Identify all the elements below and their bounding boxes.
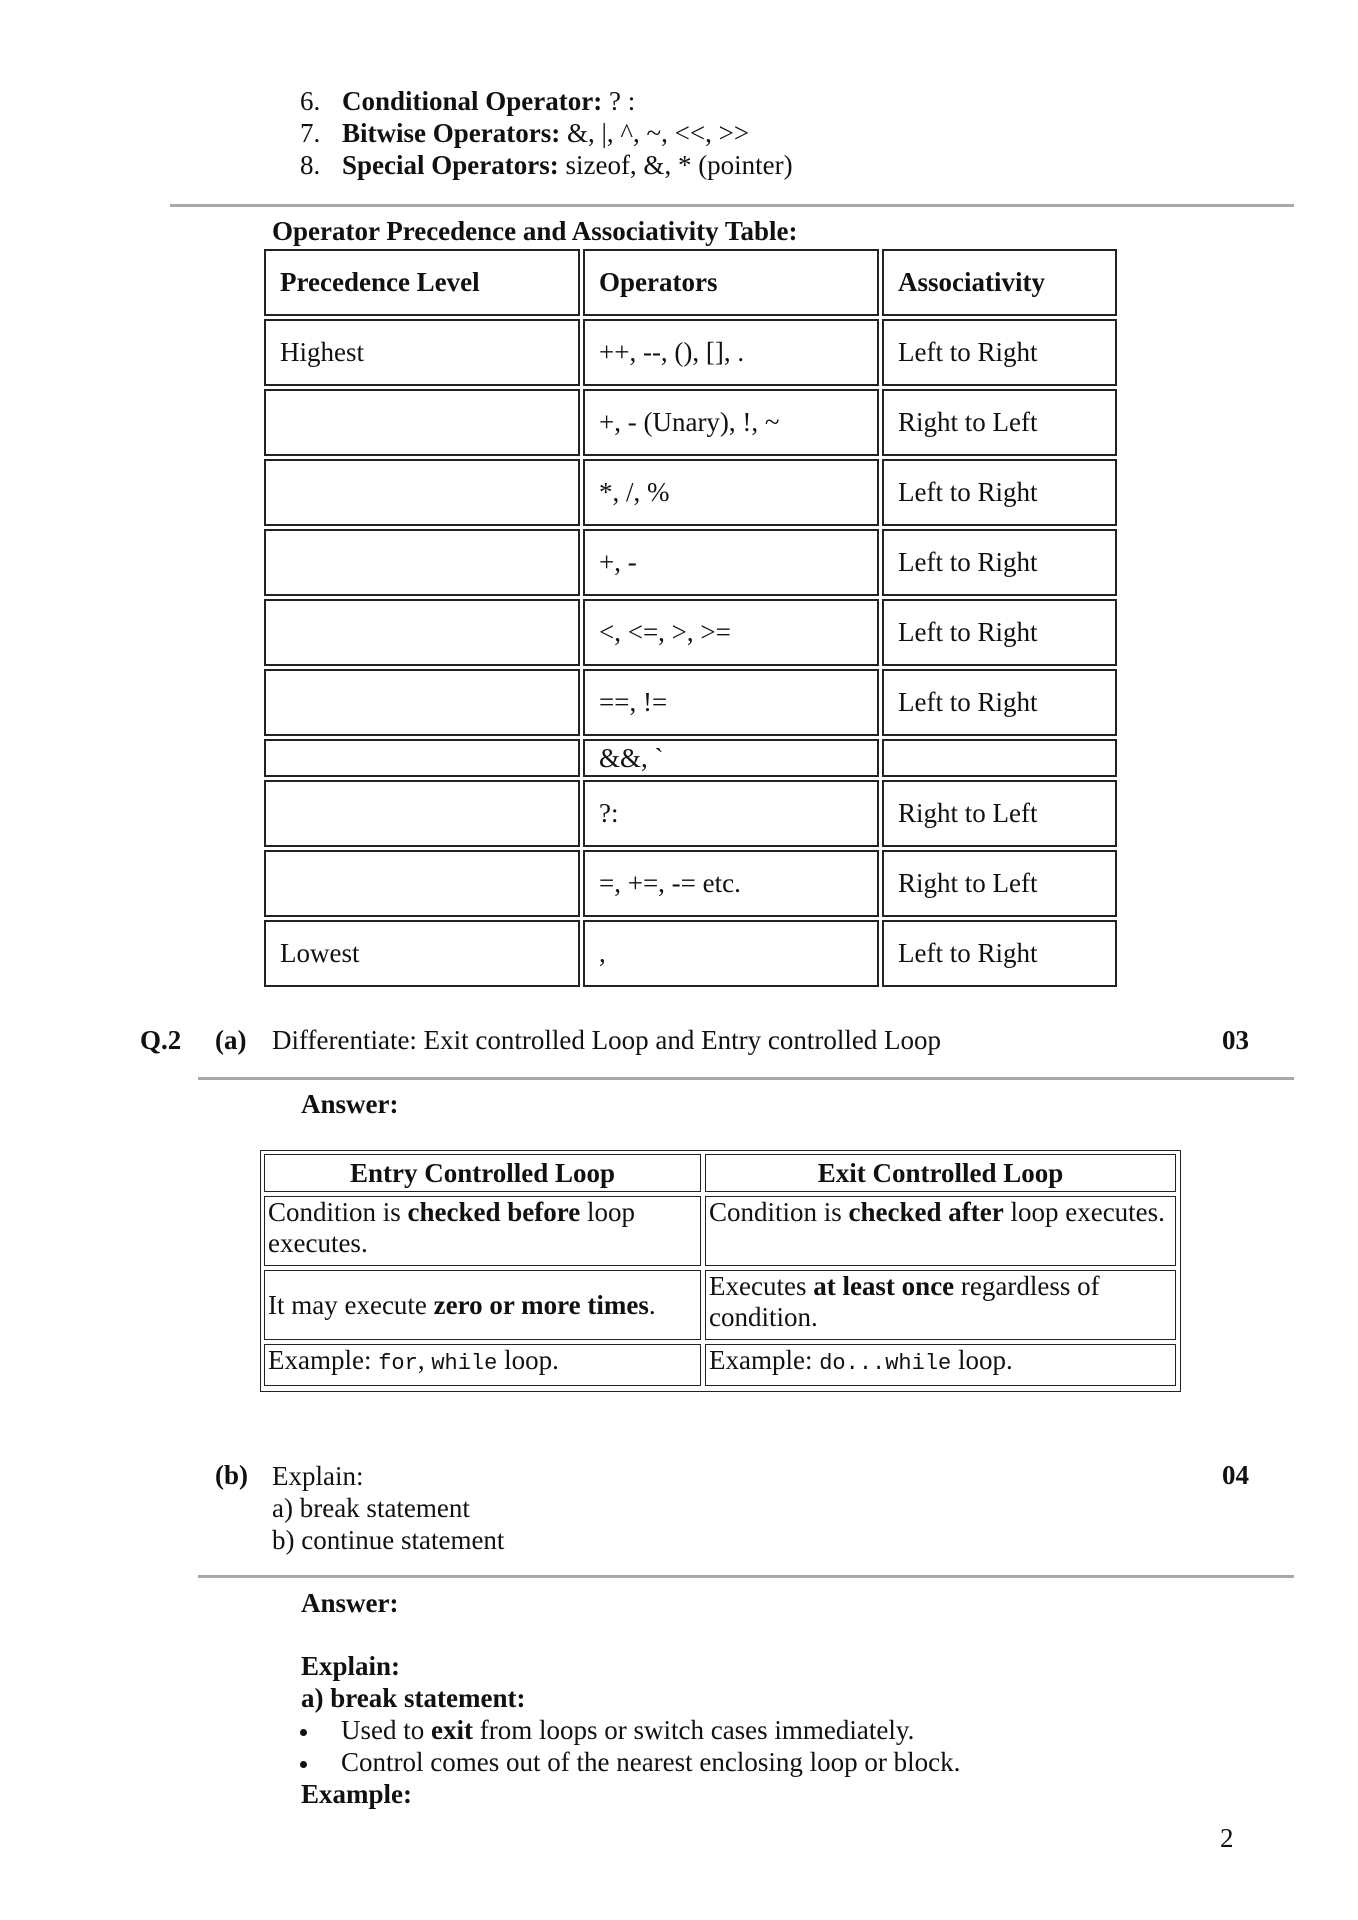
question-text: Differentiate: Exit controlled Loop and Entry controlled Loop [272,1025,942,1055]
table-cell [264,459,580,526]
table-header-cell: Entry Controlled Loop [264,1154,701,1192]
table-cell: ?: [583,780,879,847]
table-cell: +, - (Unary), !, ~ [583,389,879,456]
table-cell: Highest [264,319,580,386]
answer-label: Answer: [301,1588,399,1618]
section-divider [198,1077,1294,1080]
bullet-icon [300,1729,307,1736]
table-cell: Right to Left [882,850,1117,917]
table-cell: ==, != [583,669,879,736]
table-cell: Left to Right [882,920,1117,987]
table-cell: Condition is checked after loop executes. [705,1196,1176,1266]
section-heading: a) break statement: [301,1683,526,1713]
table-cell: Right to Left [882,780,1117,847]
table-cell: *, /, % [583,459,879,526]
marks: 04 [1222,1460,1249,1490]
table-cell: =, +=, -= etc. [583,850,879,917]
table-cell: &&, ` [583,739,879,777]
section-divider [170,204,1294,207]
table-cell: Example: do...while loop. [705,1344,1176,1386]
table-cell: Right to Left [882,389,1117,456]
table-cell [264,850,580,917]
table-cell: Lowest [264,920,580,987]
table-cell: Left to Right [882,529,1117,596]
subquestion-label: (a) [215,1025,247,1055]
table-header-cell: Exit Controlled Loop [705,1154,1176,1192]
table-cell: ++, --, (), [], . [583,319,879,386]
table-cell [264,389,580,456]
question-number: Q.2 [140,1025,182,1055]
table-cell: <, <=, >, >= [583,599,879,666]
table-cell: +, - [583,529,879,596]
comparison-table [260,1150,1181,1392]
answer-label: Answer: [301,1089,399,1119]
table-cell: Example: for, while loop. [264,1344,701,1386]
example-label: Example: [301,1779,412,1809]
subquestion-label: (b) [215,1460,248,1490]
table-header-cell: Precedence Level [264,249,580,316]
table-title: Operator Precedence and Associativity Table: [272,216,798,246]
table-cell [264,669,580,736]
table-cell: Left to Right [882,669,1117,736]
table-cell: Left to Right [882,599,1117,666]
table-header-cell: Associativity [882,249,1117,316]
table-cell [882,739,1117,777]
table-cell [264,599,580,666]
table-header-cell: Operators [583,249,879,316]
page-number: 2 [1220,1823,1234,1853]
marks: 03 [1222,1025,1249,1055]
list-item: 8. Special Operators: sizeof, &, * (pointer) [300,150,793,180]
table-cell: Left to Right [882,459,1117,526]
table-cell: Left to Right [882,319,1117,386]
table-cell [264,780,580,847]
table-cell: , [583,920,879,987]
bullet-icon [300,1761,307,1768]
list-item: 6. Conditional Operator: ? : [300,86,636,116]
table-cell [264,739,580,777]
question-text: Explain: a) break statement b) continue statement [272,1461,505,1555]
table-cell: It may execute zero or more times. [264,1270,701,1340]
explain-label: Explain: [301,1651,401,1681]
list-item: 7. Bitwise Operators: &, |, ^, ~, <<, >> [300,118,750,148]
table-cell [264,529,580,596]
table-cell: Executes at least once regardless of condition. [705,1270,1176,1340]
section-divider [198,1575,1294,1578]
table-cell: Condition is checked before loop executes. [264,1196,701,1266]
